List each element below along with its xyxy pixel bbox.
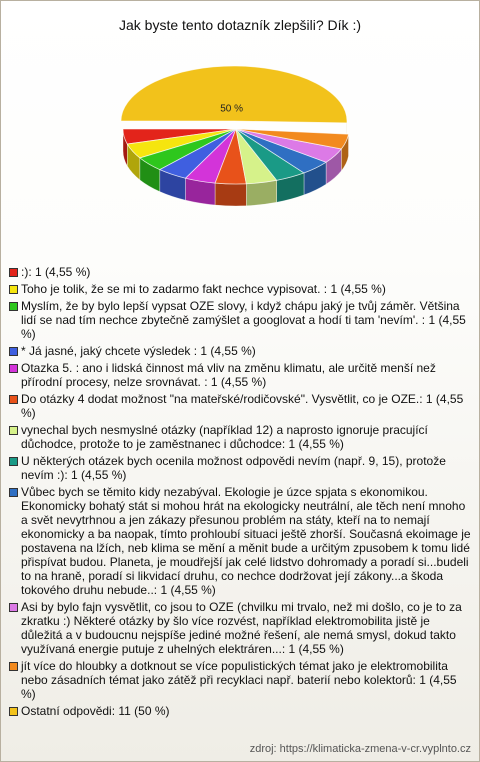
legend-item — [9, 299, 471, 341]
legend-swatch — [9, 364, 18, 373]
pie-data-labels — [220, 103, 243, 114]
legend-swatch — [9, 302, 18, 311]
legend — [9, 265, 471, 721]
pie-slice-side — [246, 180, 276, 205]
source-note: zdroj: https://klimaticka-zmena-v-cr.vyplnto.cz — [249, 743, 471, 755]
legend-item — [9, 344, 471, 358]
legend-item — [9, 659, 471, 701]
legend-item — [9, 454, 471, 482]
legend-item — [9, 600, 471, 656]
legend-label: Asi by bylo fajn vysvětlit, co jsou to OZE (chvilku mi trvalo, než mi došlo, co je to za zkratku :) Některé otázky by šlo více rozvést, například elektromobilita jistě je důležitá a v budoucnu nejspíše jediné možné řešení, ale nemá smysl, dokud takto využívaná energie putuje z uhelných elektráren...: 1 (4,55 %) — [21, 600, 462, 656]
legend-label: U některých otázek bych ocenila možnost odpovědi nevím (např. 9, 15), protože nevím :): 1 (4,55 %) — [21, 454, 446, 482]
legend-item — [9, 282, 471, 296]
legend-item — [9, 423, 471, 451]
legend-swatch — [9, 457, 18, 466]
legend-item — [9, 265, 471, 279]
legend-label: vynechal bych nesmyslné otázky (například 12) a naprosto ignoruje pracující důchodce, protože to je zaměstnanec i důchodce: 1 (4,55 %) — [21, 423, 428, 451]
legend-swatch — [9, 662, 18, 671]
chart-title: Jak byste tento dotazník zlepšili? Dík :) — [119, 17, 361, 33]
pie-data-label: 50 % — [220, 103, 243, 115]
pie-slice — [121, 66, 347, 123]
legend-label: :): 1 (4,55 %) — [21, 265, 91, 279]
legend-swatch — [9, 488, 18, 497]
legend-swatch — [9, 426, 18, 435]
legend-item — [9, 361, 471, 389]
legend-label: Otazka 5. : ano i lidská činnost má vliv na změnu klimatu, ale určitě menší než přírodní procesy, nelze srovnávat. : 1 (4,55 %) — [21, 361, 436, 389]
legend-label: Vůbec bych se těmito kidy nezabýval. Ekologie je úzce spjata s ekonomikou. Ekonomicky bohatý stát si mohou hrát na ekologicky neutrální, ale těch není mnoho a svět nevytrhnou a jen zákazy přesunou problém na státy, kteří na to nemají ekonomicky a ba naopak, tímto prohloubí situaci ještě zhorší. Současná ekoimage je postavena na lžích, neb klima se mění a měnit bude a určitým zpusobem k tomu lidé přispívat budou. Planeta, je moudřejší jak celé lidstvo dohromady a poradí si...budeli to na hraně, poradí si likvidací druhu, co nechce dodržovat její zákony...a škoda tokového druhu nebude..: 1 (4,55 %) — [21, 485, 471, 597]
legend-swatch — [9, 395, 18, 404]
legend-swatch — [9, 707, 18, 716]
legend-swatch — [9, 603, 18, 612]
legend-label: * Já jasné, jaký chcete výsledek : 1 (4,55 %) — [21, 344, 256, 358]
legend-label: Myslím, že by bylo lepší vypsat OZE slovy, i když chápu jaký je tvůj záměr. Většina lidí se nad tím nechce zbytečně zamýšlet a googlovat a hodí ti tam 'nevím'. : 1 (4,55 %) — [21, 299, 466, 341]
legend-swatch — [9, 268, 18, 277]
legend-item — [9, 392, 471, 420]
legend-label: jít více do hloubky a dotknout se více populistických témat jako je elektromobilita nebo zásadních témat jako zátěž při recyklaci např. baterií nebo kolektorů: 1 (4,55 %) — [21, 659, 457, 701]
legend-label: Toho je tolik, že se mi to zadarmo fakt nechce vypisovat. : 1 (4,55 %) — [21, 282, 386, 296]
pie-slice-side — [215, 183, 246, 206]
legend-label: Ostatní odpovědi: 11 (50 %) — [21, 704, 170, 718]
pie-tops — [121, 66, 348, 184]
legend-item — [9, 704, 471, 718]
legend-swatch — [9, 285, 18, 294]
legend-item — [9, 485, 471, 597]
pie-chart — [1, 41, 479, 251]
legend-swatch — [9, 347, 18, 356]
legend-label: Do otázky 4 dodat možnost "na mateřské/rodičovské". Vysvětlit, co je OZE.: 1 (4,55 %) — [21, 392, 464, 420]
